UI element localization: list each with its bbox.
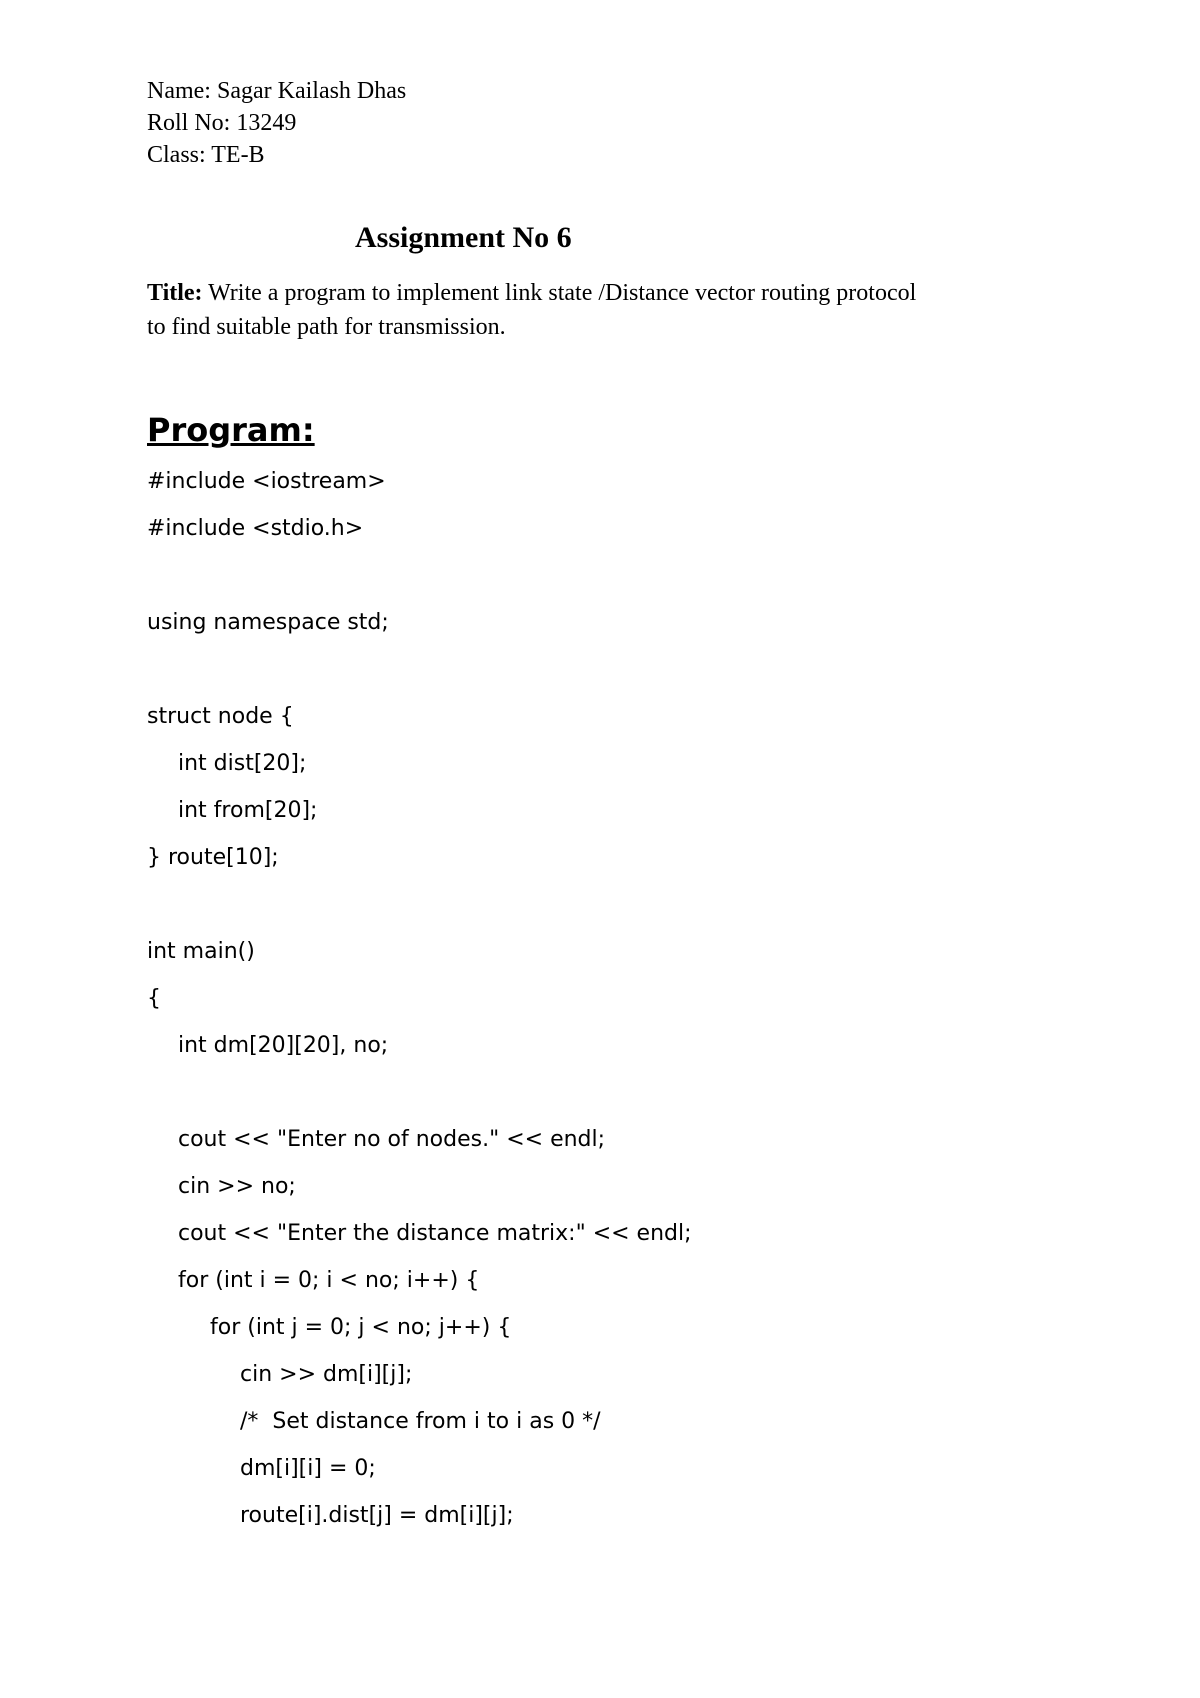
assignment-title bbox=[147, 276, 1077, 344]
title-line-2: to find suitable path for transmission. bbox=[147, 314, 506, 340]
code-line: dm[i][i] = 0; bbox=[240, 1456, 376, 1481]
title-label: Title: bbox=[147, 280, 203, 306]
code-line: for (int i = 0; i < no; i++) { bbox=[178, 1268, 480, 1293]
code-line: int main() bbox=[147, 939, 255, 964]
code-line: cout << "Enter no of nodes." << endl; bbox=[178, 1127, 606, 1152]
roll-number: Roll No: 13249 bbox=[147, 110, 297, 136]
code-line: } route[10]; bbox=[147, 845, 279, 870]
title-line-1 bbox=[147, 276, 1077, 310]
code-line: cout << "Enter the distance matrix:" << endl; bbox=[178, 1221, 692, 1246]
code-line: int from[20]; bbox=[178, 798, 318, 823]
program-heading: Program: bbox=[147, 411, 315, 449]
assignment-heading: Assignment No 6 bbox=[355, 221, 572, 254]
code-line: cin >> no; bbox=[178, 1174, 296, 1199]
code-line: cin >> dm[i][j]; bbox=[240, 1362, 413, 1387]
code-line: int dm[20][20], no; bbox=[178, 1033, 389, 1058]
code-line: /* Set distance from i to i as 0 */ bbox=[240, 1409, 601, 1434]
class-label: Class: TE-B bbox=[147, 142, 265, 168]
code-line: route[i].dist[j] = dm[i][j]; bbox=[240, 1503, 514, 1528]
code-line: int dist[20]; bbox=[178, 751, 307, 776]
student-name: Name: Sagar Kailash Dhas bbox=[147, 78, 407, 104]
code-line: #include <stdio.h> bbox=[147, 516, 364, 541]
title-text-1: Write a program to implement link state /Distance vector routing protocol bbox=[202, 280, 917, 306]
code-line: for (int j = 0; j < no; j++) { bbox=[210, 1315, 512, 1340]
code-line: using namespace std; bbox=[147, 610, 389, 635]
code-line: { bbox=[147, 986, 161, 1011]
code-line: struct node { bbox=[147, 704, 294, 729]
code-line: #include <iostream> bbox=[147, 469, 386, 494]
